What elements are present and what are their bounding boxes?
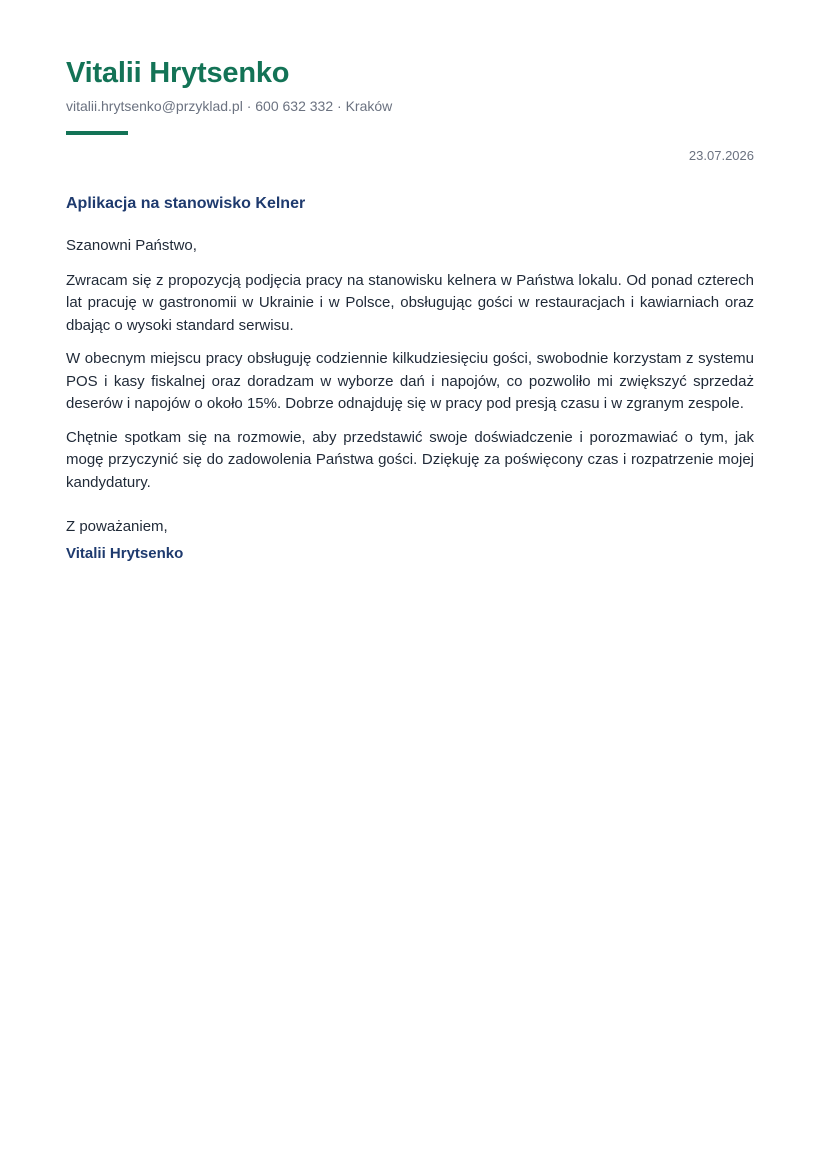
closing-phrase: Z poważaniem, (66, 518, 168, 535)
paragraph-intro: Zwracam się z propozycją podjęcia pracy na stanowisku kelnera w Państwa lokalu. Od ponad czterech lat pracuję w gastronomii w Ukrainie i w Polsce, obsługując gości w restauracjach i kawiarniach oraz dbając o wysoki standard serwisu. (66, 271, 754, 334)
letter-date: 23.07.2026 (688, 148, 754, 163)
applicant-name: Vitalii Hrytsenko (66, 57, 290, 89)
letter-body (66, 235, 754, 505)
contact-line: vitalii.hrytsenko@przyklad.pl · 600 632 332 · Kraków (66, 98, 393, 114)
salutation: Szanowni Państwo, (66, 237, 197, 254)
accent-divider (66, 131, 128, 135)
paragraph-experience: W obecnym miejscu pracy obsługuję codziennie kilkudziesięciu gości, swobodnie korzystam z systemu POS i kasy fiskalnej oraz doradzam w wyborze dań i napojów, co pozwoliło mi zwiększyć sprzedaż deserów i napojów o około 15%. Dobrze odnajduję się w pracy pod presją czasu i w zgranym zespole. (66, 350, 754, 412)
signature-name: Vitalii Hrytsenko (66, 545, 184, 562)
paragraph-closing: Chętnie spotkam się na rozmowie, aby przedstawić swoje doświadczenie i porozmawiać o tym, jak mogę przyczynić się do zadowolenia Państwa gości. Dziękuję za poświęcony czas i rozpatrzenie mojej kandydatury. (66, 428, 754, 491)
letter-subject: Aplikacja na stanowisko Kelner (66, 195, 306, 212)
